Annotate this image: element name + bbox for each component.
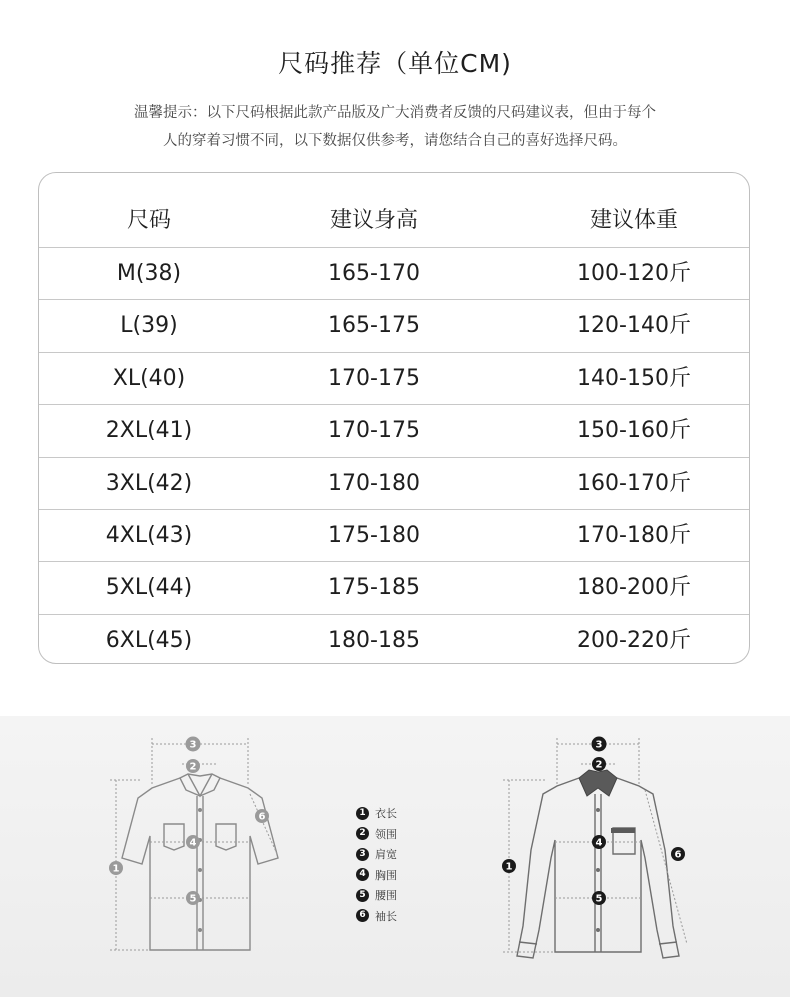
cell-weight: 180-200斤 — [577, 575, 691, 600]
legend-number: 2 — [356, 827, 369, 840]
cell-height: 175-185 — [328, 575, 420, 600]
page-title: 尺码推荐（单位CM) — [278, 49, 512, 78]
legend-number: 1 — [356, 807, 369, 820]
cell-size: L(39) — [120, 313, 178, 338]
cell-size: 2XL(41) — [105, 418, 193, 443]
marker-3-label: 3 — [595, 739, 603, 751]
short-sleeve-shirt-diagram — [100, 730, 310, 992]
legend-number: 4 — [356, 868, 369, 881]
cell-size: 4XL(43) — [105, 523, 193, 548]
legend-item — [356, 824, 436, 845]
cell-height: 165-175 — [328, 313, 420, 338]
legend-number: 3 — [356, 848, 369, 861]
cell-weight: 200-220斤 — [577, 628, 691, 653]
table-row — [39, 510, 749, 562]
marker-1-label: 1 — [112, 863, 120, 875]
cell-height: 180-185 — [328, 628, 420, 653]
cell-size: 6XL(45) — [105, 628, 193, 653]
cell-size: 3XL(42) — [105, 471, 193, 496]
legend-label: 衣长 — [375, 807, 397, 821]
size-tip — [60, 99, 730, 155]
marker-6-label: 6 — [674, 849, 682, 861]
table-row — [39, 615, 749, 664]
table-row — [39, 562, 749, 614]
cell-height: 175-180 — [328, 523, 420, 548]
long-sleeve-shirt-diagram — [495, 730, 705, 992]
legend-item — [356, 885, 436, 906]
cell-height: 170-175 — [328, 418, 420, 443]
marker-6-label: 6 — [258, 811, 266, 823]
tip-line-1: 温馨提示：以下尺码根据此款产品版及广大消费者反馈的尺码建议表，但由于每个 — [134, 105, 656, 121]
marker-3-label: 3 — [189, 739, 197, 751]
marker-5-label: 5 — [595, 893, 603, 905]
header-height: 建议身高 — [329, 208, 418, 233]
cell-height: 170-175 — [328, 366, 420, 391]
cell-weight: 100-120斤 — [577, 261, 691, 286]
legend-number: 6 — [356, 909, 369, 922]
table-row — [39, 248, 749, 300]
tip-line-2: 人的穿着习惯不同，以下数据仅供参考，请您结合自己的喜好选择尺码。 — [163, 133, 627, 149]
legend-label: 肩宽 — [375, 848, 397, 862]
cell-height: 165-170 — [328, 261, 420, 286]
legend-label: 腰围 — [375, 889, 397, 903]
marker-4-label: 4 — [189, 837, 197, 849]
marker-2-label: 2 — [189, 761, 197, 773]
legend-item — [356, 906, 436, 927]
cell-weight: 120-140斤 — [577, 313, 691, 338]
table-row — [39, 300, 749, 352]
cell-size: XL(40) — [112, 366, 186, 391]
header-weight: 建议体重 — [589, 208, 678, 233]
table-row — [39, 353, 749, 405]
legend-number: 5 — [356, 889, 369, 902]
marker-4-label: 4 — [595, 837, 603, 849]
cell-weight: 160-170斤 — [577, 471, 691, 496]
cell-weight: 150-160斤 — [577, 418, 691, 443]
legend-label: 领围 — [375, 827, 397, 841]
table-row — [39, 458, 749, 510]
legend-label: 胸围 — [375, 868, 397, 882]
legend-label: 袖长 — [375, 909, 397, 923]
size-table — [38, 172, 750, 664]
cell-height: 170-180 — [328, 471, 420, 496]
cell-weight: 170-180斤 — [577, 523, 691, 548]
marker-1-label: 1 — [505, 861, 513, 873]
legend-item — [356, 865, 436, 886]
legend-item — [356, 803, 436, 824]
header-size: 尺码 — [126, 208, 171, 233]
table-header-row — [39, 195, 749, 247]
cell-size: M(38) — [116, 261, 182, 286]
legend-item — [356, 844, 436, 865]
marker-2-label: 2 — [595, 759, 603, 771]
cell-size: 5XL(44) — [105, 575, 193, 600]
marker-5-label: 5 — [189, 893, 197, 905]
cell-weight: 140-150斤 — [577, 366, 691, 391]
table-row — [39, 405, 749, 457]
measurement-legend — [356, 803, 436, 926]
